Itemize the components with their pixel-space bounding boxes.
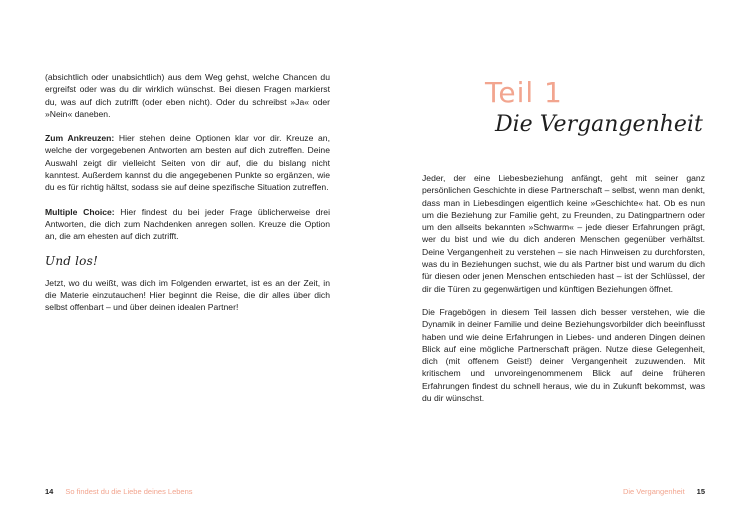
body-paragraph-2: Die Fragebögen in diesem Teil lassen dich besser verstehen, wie die Dynamik in deiner Familie und deine Beziehungsvorbilder dich beeinflusst haben und wie deine Erfahrungen in Liebes- und anderen Dingen deinen Blick auf eine mögliche Partnerschaft prägen. Nutze diese Gelegenheit, dich (mit offenem Geist!) deiner Vergangenheit zuzuwenden. Mit kritischem und unvoreingenommenem Blick auf deine früheren Erfahrungen findest du schnell heraus, wie du in Zukunft bekommst, was du dir wünschst. [422,306,705,404]
left-footer [45,487,193,497]
ankreuzen-text: Hier stehen deine Optionen klar vor dir. Kreuze an, welche der vorgegebenen Antworten am besten auf dich zutreffen. Deine Auswahl zeigt dir vielleicht Seiten von dir auf, die du bislang nicht kanntest. Außerdem kannst du die angegebenen Punkte so ergänzen, wie du es für richtig hältst, sodass sie auf deine spezifische Situation zutreffen. [45,133,330,193]
multiple-choice-text: Hier findest du bei jeder Frage üblicherweise drei Antworten, die dich zum Nachdenken anregen sollen. Kreuze die Option an, die am ehesten auf dich zutrifft. [45,206,330,242]
right-text-column [422,172,705,415]
part-label: Teil 1 [485,76,563,109]
left-text-column [45,71,330,326]
page-number-right: 15 [696,487,705,496]
body-paragraph-1: Jeder, der eine Liebesbeziehung anfängt, geht mit seiner ganz persönlichen Geschichte in diese Partnerschaft – selbst, wenn man denkt, dass man in Liebesdingen eigentlich keine »Geschichte« hat. Ob es nun um die Beziehung zur Familie geht, zu Freunden, zu Datingpartnern oder um den allseits bekannten »Schwarm« – jede dieser Erfahrungen prägt, wer du bist und wie du dich anderen Menschen gegenüber verhältst. Deine Vergangenheit zu verstehen – sie nach Hinweisen zu durchforsten, was du in Beziehungen suchst, wie du als Partner bist und warum du dich für diesen oder jenen Menschen entschieden hast – ist der Schlüssel, der dir die Türen zu gegenwärtigen und künftigen Beziehungen öffnet. [422,173,705,294]
page-number-left: 14 [45,487,54,496]
ankreuzen-label: Zum Ankreuzen: [45,133,115,144]
los-paragraph: Jetzt, wo du weißt, was dich im Folgenden erwartet, ist es an der Zeit, in die Materie einzutauchen! Hier beginnt die Reise, die dir alles über dich selbst offenbart – und über deinen idealen Partner! [45,277,330,313]
right-footer [623,487,705,497]
ankreuzen-paragraph [45,132,330,193]
multiple-choice-label: Multiple Choice: [45,206,115,217]
running-title-right: Die Vergangenheit [622,487,685,496]
section-heading: Und los! [45,253,98,268]
right-page [375,0,750,532]
chapter-title: Die Vergangenheit [495,112,703,137]
running-title-left: So findest du die Liebe deines Lebens [65,487,193,496]
intro-paragraph: (absichtlich oder unabsichtlich) aus dem Weg gehst, welche Chancen du ergreifst oder was du dir wirklich wünschst. Bei diesen Fragen markierst du, was auf dich zutrifft (oder eben nicht). Oder du schreibst »Ja« oder »Nein« daneben. [45,72,330,119]
multiple-choice-paragraph [45,206,330,243]
